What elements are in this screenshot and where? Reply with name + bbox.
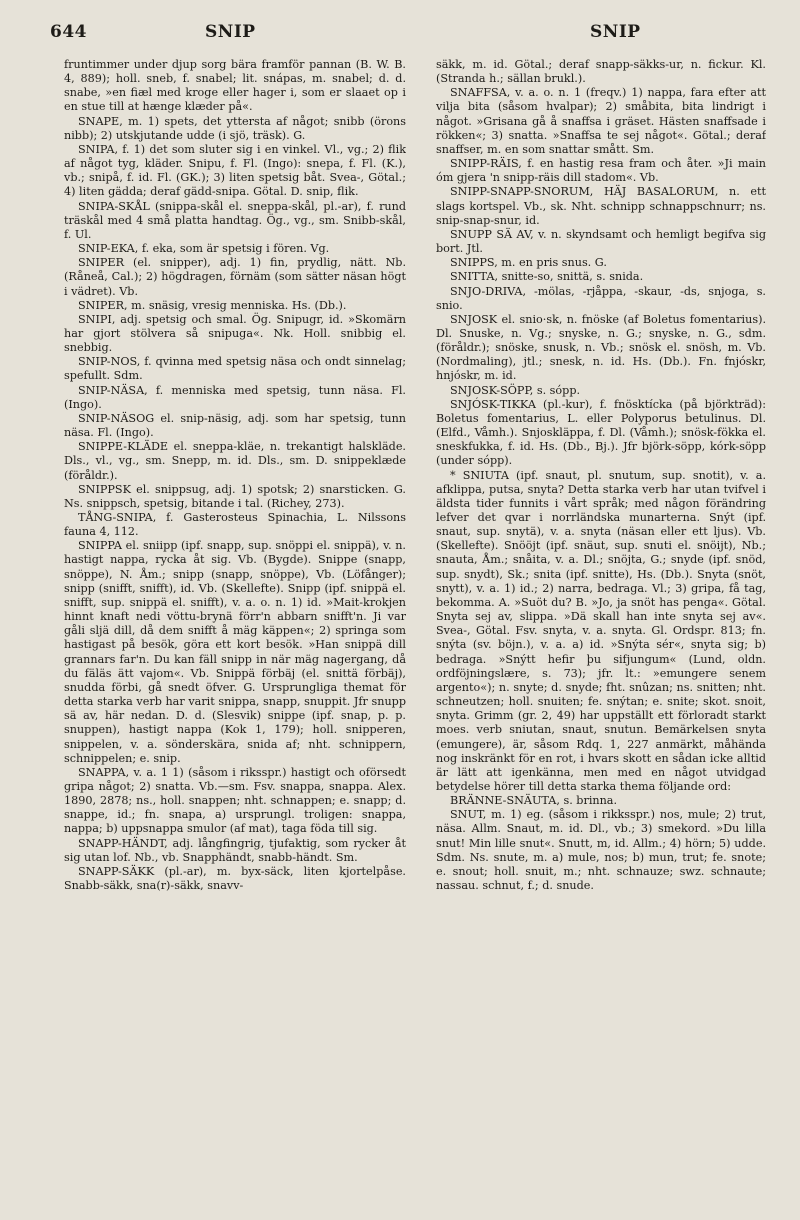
dictionary-entry: SNIPPE-KLÄDE el. sneppa-kläe, n. trekantigt halskläde. Dls., vl., vg., sm. Snepp, m. id. Dls., sm. D. snippeklæde (föråldr.). (64, 440, 406, 482)
dictionary-entry: SNITTA, snitte-so, snittä, s. snida. (450, 270, 644, 284)
dictionary-entry: SNJO-DRIVA, -mölas, -rjåppa, -skaur, -ds, snjoga, s. snio. (436, 284, 766, 312)
dictionary-entry: * SNIUTA (ipf. snaut, pl. snutum, sup. snotit), v. a. afklippa, putsa, snyta? Detta starka verb har utan tvifvel i äldsta tider funnits i vårt språk; med någon förändring lefver det qvar i norrländska munarterna. Snýt (ipf. snaut, sup. snytä), v. a. snyta (näsan eller ett ljus). Vb. (Skellefte). Snööjt (ipf. snäut, sup. snuti el. snöijt), Nb.; snauta, Åm.; snåita, v. a. Dl.; snöjta, G.; snyde (ipf. snöd, sup. snydt), Sk.; snita (ipf. snitte), Hs. (Db.). Snyta (snöt, snytt), v. a. 1) id.; 2) narra, bedraga. Vl.; 3) gripa, få tag, bekomma. A. »Suöt du? B. »Jo, ja snöt has penga«. Götal. Snyta sej av, slippa. »Dä skall han inte snyta sej av«. Svea-, Götal. Fsv. snyta, v. a. snyta. Gl. Ordspr. 813; fn. snýta (sv. böjn.), v. a. a) id. »Snýta sér«, snyta sig; b) bedraga. »Snýtt hefir þu sifjungum« (Lund, oldn. ordföjningslære, s. 73); jfr. lt.: »emungere senem argento«); n. snyte; d. snyde; fht. snûzan; ns. snitten; nht. schneutzen; holl. snuiten; fe. snýtan; e. snite; skot. snoit, snyta. Grimm (gr. 2, 49) har uppställt ett förloradt starkt moes. verb sniutan, snaut, snutun. Bemärkelsen snyta (emungere), är, såsom Rdq. 1, 227 anmärkt, måhända nog inskränkt för en rot, i hvars skott en sådan icke alltid är lätt att igenkänna, men med en något utvidgad betydelse hörer till detta starka thema följande ord: (436, 468, 766, 793)
left-column (64, 58, 406, 1208)
dictionary-entry: SNAFFSA, v. a. o. n. 1 (freqv.) 1) nappa, fara efter att vilja bita (såsom hvalpar); 2) småbita, bita lindrigt i något. »Grisana gå å snaffsa i gräset. Hästen snaffsade i rökken«; 3) snatta. »Snaffsa te sej något«. Götal.; deraf snaffser, m. en som snattar smått. Sm. (436, 86, 766, 156)
dictionary-entry: SNIP-NÄSOG el. snip-näsig, adj. som har spetsig, tunn näsa. Fl. (Ingo). (64, 411, 406, 440)
dictionary-entry: SNAPP-HÄNDT, adj. långfingrig, tjufaktig, som rycker åt sig utan lof. Nb., vb. Snapphändt, snabb-händt. Sm. (64, 836, 406, 864)
dictionary-entry: SNUPP SÄ AV, v. n. skyndsamt och hemligt begifva sig bort. Jtl. (436, 227, 766, 256)
dictionary-entry: SNIP-NÄSA, f. menniska med spetsig, tunn näsa. Fl. (Ingo). (64, 383, 406, 411)
dictionary-entry: BRÄNNE-SNÄUTA, s. brinna. (450, 794, 618, 808)
page-number: 644 (50, 22, 87, 42)
dictionary-entry: SNIPPA el. sniipp (ipf. snapp, sup. snöppi el. snippä), v. n. hastigt nappa, rycka åt sig. Vb. (Bygde). Snippe (snapp, snöppe), N. Åm.; snipp (snapp, snöppe), Vb. (Löfånger); snipp (snifft, snifft), id. Vb. (Skellefte). Snipp (ipf. snippä el. snifft, sup. snippä el. snifft), v. a. o. n. 1) id. »Mait-krokjen hinnt knaft nedi vöttu-brynä förr'n abbarn snifft'n. Ji var gåli sljä dill, då dem snifft å mäg käppen«; 2) springa som hastigast på besök, göra ett kort besök. »Han snippä dill grannars far'n. Du kan fäll snipp in när mäg nagergang, då du fäläs ätt vajom«. Vb. Snippä förbäj (el. snittä förbäj), snudda förbi, gå snedt öfver. G. Ursprungliga themat för detta starka verb har varit snippa, snapp, snuppit. Jfr snupp sä av, här nedan. D. d. (Slesvik) snippe (ipf. snap, p. p. snuppen), hastigt nappa (Kok 1, 179); holl. snipperen, snippelen, v. a. sönderskära, snida af; nht. schnippern, schnippelen; e. snip. (64, 539, 406, 765)
dictionary-entry: SNIPPS, m. en pris snus. G. (450, 256, 607, 270)
dictionary-entry: SNAPE, m. 1) spets, det yttersta af något; snibb (örons nibb); 2) utskjutande udde (i sjö, träsk). G. (64, 114, 406, 142)
dictionary-entry: SNIPP-RÄIS, f. en hastig resa fram och åter. »Ji main óm gjera 'n snipp-räis dill stadom«. Vb. (436, 157, 766, 185)
dictionary-entry: SNJOSK el. snio·sk, n. fnöske (af Boletus fomentarius). Dl. Snuske, n. Vg.; snyske, n. G.; snyske, n. G., sdm. (föråldr.); snöske, snusk, n. Vb.; snösk el. snösh, m. Vb. (Nordmaling), jtl.; snesk, n. id. Hs. (Db.). Fn. fnjóskr, hnjóskr, m. id. (436, 312, 766, 383)
dictionary-entry: SNAPP-SÄKK (pl.-ar), m. byx-säck, liten kjortelpåse. Snabb-säkk, sna(r)-säkk, snavv- (64, 864, 406, 893)
right-column (436, 58, 766, 1208)
dictionary-entry: SNJÓSK-TIKKA (pl.-kur), f. fnösktícka (på björkträd): Boletus fomentarius, L. eller Polyporus betulinus. Dl. (Elfd., Våmh.). Snjoskläppa, f. Dl. (Våmh.); snösk-fökka el. sneskfukka, f. id. Hs. (Db., Bj.). Jfr björk-söpp, kórk-söpp (under sópp). (436, 397, 766, 468)
running-head-right: SNIP (590, 22, 641, 42)
dictionary-entry: SNIP-NOS, f. qvinna med spetsig näsa och ondt sinnelag; spefullt. Sdm. (64, 355, 406, 383)
running-head-left: SNIP (205, 22, 256, 42)
dictionary-entry: SNIPPSK el. snippsug, adj. 1) spotsk; 2) snarsticken. G. Ns. snippsch, spetsig, bitande i tal. (Richey, 273). (64, 482, 406, 510)
dictionary-entry: SNIPER (el. snipper), adj. 1) fin, prydlig, nätt. Nb. (Råneå, Cal.); 2) högdragen, förnäm (som sätter näsan högt i vädret). Vb. (64, 256, 406, 298)
dictionary-entry: fruntimmer under djup sorg bära framför pannan (B. W. B. 4, 889); holl. sneb, f. snabel; lit. snápas, m. snabel; d. d. snabe, »en fiæl med kroge eller hager i, som er slaaet op i en stue till at hænge klæder på«. (64, 58, 406, 114)
dictionary-entry: SNUT, m. 1) eg. (såsom i rikksspr.) nos, mule; 2) trut, näsa. Allm. Snaut, m. id. Dl., vb.; 3) smekord. »Du lilla snut! Min lille snut«. Snutt, m, id. Allm.; 4) hörn; 5) udde. Sdm. Ns. snute, m. a) mule, nos; b) mun, trut; fe. snote; e. snout; holl. snuit, m.; nht. schnauze; swz. schnaute; nassau. schnut, f.; d. snude. (436, 808, 766, 893)
dictionary-entry: SNAPPA, v. a. 1 1) (såsom i riksspr.) hastigt och oförsedt gripa något; 2) snatta. Vb.—sm. Fsv. snappa, snappa. Alex. 1890, 2878; ns., holl. snappen; nht. schnappen; e. snapp; d. snappe, id.; fn. snapa, a) ursprungl. troligen: snappa, nappa; b) uppsnappa smulor (af mat), taga föda till sig. (64, 765, 406, 836)
dictionary-entry: SNIPA, f. 1) det som sluter sig i en vinkel. Vl., vg.; 2) flik af något tyg, kläder. Snipu, f. Fl. (Ingo): snepa, f. Fl. (K.), vb.; snipå, f. id. Fl. (GK.); 3) liten spetsig båt. Svea-, Götal.; 4) liten gädda; deraf gädd-snipa. Götal. D. snip, flik. (64, 142, 406, 199)
dictionary-entry: säkk, m. id. Götal.; deraf snapp-säkks-ur, n. fickur. Kl. (Stranda h.; sällan brukl.). (436, 58, 766, 86)
dictionary-entry: SNIPA-SKÅL (snippa-skål el. sneppa-skål, pl.-ar), f. rund träskål med 4 små platta handtag. Ög., vg., sm. Snibb-skål, f. Ul. (64, 199, 406, 241)
dictionary-entry: SNIPI, adj. spetsig och smal. Ög. Snipugr, id. »Skomärn har gjort stölvera så snipuga«. Nk. Holl. snibbig el. snebbig. (64, 312, 406, 355)
dictionary-entry: SNIPER, m. snäsig, vresig menniska. Hs. (Db.). (78, 298, 347, 312)
dictionary-entry: SNIP-EKA, f. eka, som är spetsig i fören. Vg. (78, 242, 330, 256)
dictionary-entry: TÅNG-SNIPA, f. Gasterosteus Spinachia, L. Nilssons fauna 4, 112. (64, 511, 406, 539)
dictionary-entry: SNIPP-SNAPP-SNORUM, HÄJ BASALORUM, n. ett slags kortspel. Vb., sk. Nht. schnipp schnappschnurr; ns. snip-snap-snur, id. (436, 185, 766, 227)
dictionary-entry: SNJOSK-SÖPP, s. sópp. (450, 383, 581, 397)
